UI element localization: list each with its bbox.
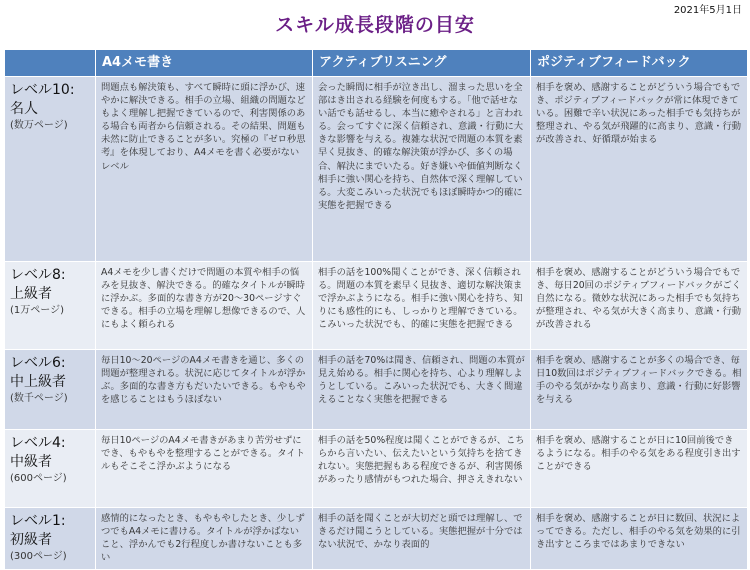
level-rank: 中上級者 bbox=[10, 374, 66, 390]
level-pages: (300ページ) bbox=[10, 551, 67, 562]
listening-cell: 相手の話を100%聞くことができ、深く信頼される。問題の本質を素早く見抜き、適切な解決策まで浮かぶようになる。相手に強い関心を持ち、知りにも感性的にも、しっかりと理解できている。こみいった状況でも、的確に実態を把握できる bbox=[313, 262, 531, 350]
level-cell bbox=[5, 430, 96, 508]
date-label: 2021年5月1日 bbox=[673, 5, 742, 16]
header-memo: A4メモ書き bbox=[96, 50, 313, 77]
page-title: スキル成長段階の目安 bbox=[275, 14, 475, 36]
level-rank: 中級者 bbox=[10, 454, 52, 470]
level-number: レベル1: bbox=[10, 513, 66, 529]
level-cell bbox=[5, 350, 96, 430]
table-row bbox=[5, 508, 748, 570]
level-pages: (1万ページ) bbox=[10, 305, 64, 316]
level-cell bbox=[5, 262, 96, 350]
header-feedback: ポジティブフィードバック bbox=[531, 50, 748, 77]
listening-cell: 相手の話を50%程度は聞くことができるが、こちらから言いたい、伝えたいという気持ちを捨てきれない。実態把握もある程度できるが、利害関係があったり感情がもつれた場合、押さえきれない bbox=[313, 430, 531, 508]
level-pages: (数万ページ) bbox=[10, 120, 68, 131]
table-row bbox=[5, 430, 748, 508]
memo-cell: 毎日10ページのA4メモ書きがあまり苦労せずにでき、もやもやを整理することができる。タイトルもそこそこ浮かぶようになる bbox=[96, 430, 313, 508]
feedback-cell: 相手を褒め、感謝することが多くの場合でき、毎日10数回はポジティブフィードバックできる。相手のやる気がかなり高まり、意識・行動に好影響を与える bbox=[531, 350, 748, 430]
header-listening: アクティブリスニング bbox=[313, 50, 531, 77]
feedback-cell: 相手を褒め、感謝することがどういう場合でもでき、ポジティブフィードバックが常に体現できている。困難で辛い状況にあった相手でも気持ちが整理され、やる気が飛躍的に高まり、意識・行動が改善され、好循環が始まる bbox=[531, 77, 748, 262]
skill-table bbox=[4, 49, 748, 570]
feedback-cell: 相手を褒め、感謝することがどういう場合でもでき、毎日20回のポジティブフィードバックがごく自然になる。微妙な状況にあった相手でも気持ちが整理され、やる気が大きく高まり、意識・行動が改善される bbox=[531, 262, 748, 350]
level-number: レベル4: bbox=[10, 435, 66, 451]
listening-cell: 相手の話を70%は聞き、信頼され、問題の本質が見え始める。相手に関心を持ち、心より理解しようとしている。こみいった状況でも、大きく間違えることなく実態を把握できる bbox=[313, 350, 531, 430]
listening-cell: 相手の話を聞くことが大切だと頭では理解し、できるだけ聞こうとしている。実態把握が十分ではない状況で、かなり表面的 bbox=[313, 508, 531, 570]
listening-cell: 会った瞬間に相手が泣き出し、溜まった思いを全部はき出される経験を何度もする。「他で話せない話でも話せるし、本当に癒やされる」と言われる。会ってすぐに深く信頼され、意識・行動に大きな影響を与える。複雑な状況で問題の本質を素早く見抜き、的確な解決策が浮かび、多くの場合、解決にまでいたる。好き嫌いや価値判断なく相手に強い関心を持ち、自然体で深く理解している。大変こみいった状況でもほぼ瞬時かつ的確に実態を把握できる bbox=[313, 77, 531, 262]
level-cell bbox=[5, 77, 96, 262]
header-row bbox=[5, 50, 748, 77]
memo-cell: A4メモを少し書くだけで問題の本質や相手の悩みを見抜き、解決できる。的確なタイトルが瞬時に浮かぶ。多面的な書き方が20～30ページすぐできる。相手の立場を理解し想像できるので、人にもよく頼られる bbox=[96, 262, 313, 350]
level-number: レベル8: bbox=[10, 267, 66, 283]
level-pages: (数千ページ) bbox=[10, 393, 68, 404]
table-row bbox=[5, 350, 748, 430]
level-rank: 初級者 bbox=[10, 532, 52, 548]
table-row bbox=[5, 262, 748, 350]
level-number: レベル10: bbox=[10, 82, 75, 98]
memo-cell: 問題点も解決策も、すべて瞬時に頭に浮かび、速やかに解決できる。相手の立場、組織の問題などもよく理解し把握できているので、利害関係のある場合も両者から信頼される。その結果、問題も未然に防止できることが多い。究極の『ゼロ秒思考』を体現しており、A4メモを書く必要がないレベル bbox=[96, 77, 313, 262]
memo-cell: 感情的になったとき、もやもやしたとき、少しずつでもA4メモに書ける。タイトルが浮かばないこと、浮かんでも2行程度しか書けないことも多い bbox=[96, 508, 313, 570]
table-row bbox=[5, 77, 748, 262]
level-cell bbox=[5, 508, 96, 570]
level-rank: 名人 bbox=[10, 101, 38, 117]
header-level bbox=[5, 50, 96, 77]
level-rank: 上級者 bbox=[10, 286, 52, 302]
feedback-cell: 相手を褒め、感謝することが日に数回、状況によってできる。ただし、相手のやる気を効果的に引き出すところまではあまりできない bbox=[531, 508, 748, 570]
level-number: レベル6: bbox=[10, 355, 66, 371]
level-pages: (600ページ) bbox=[10, 473, 67, 484]
feedback-cell: 相手を褒め、感謝することが日に10回前後できるようになる。相手のやる気をある程度引き出すことができる bbox=[531, 430, 748, 508]
memo-cell: 毎日10～20ページのA4メモ書きを通じ、多くの問題が整理される。状況に応じてタイトルが浮かぶ。多面的な書き方もだいたいできる。もやもやを感じることはもうほぼない bbox=[96, 350, 313, 430]
